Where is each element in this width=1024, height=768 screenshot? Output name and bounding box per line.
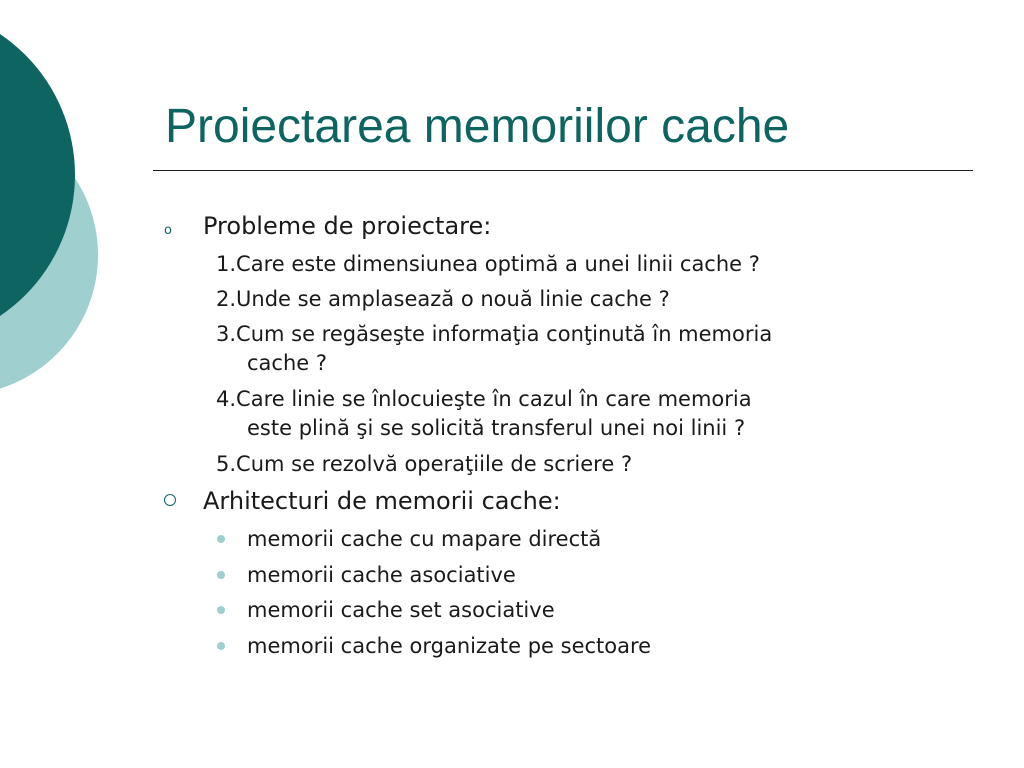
question-3-line-2: cache ? (247, 351, 328, 375)
architecture-item: memorii cache asociative (247, 563, 516, 587)
bullet-ring-icon (164, 494, 176, 506)
slide-title: Proiectarea memoriilor cache (165, 100, 790, 153)
dot-bullet-icon (217, 571, 225, 579)
question-1: 1.Care este dimensiunea optimă a unei linii cache ? (216, 252, 760, 276)
dot-bullet-icon (217, 535, 225, 543)
architecture-item: memorii cache organizate pe sectoare (247, 634, 652, 658)
question-2: 2.Unde se amplasează o nouă linie cache ? (216, 287, 670, 311)
bullet-marker-o: o (164, 223, 172, 238)
architecture-item: memorii cache cu mapare directă (247, 527, 602, 551)
dot-bullet-icon (217, 642, 225, 650)
question-4-line-1: 4.Care linie se înlocuieşte în cazul în care memoria (216, 387, 752, 411)
question-4-line-2: este plină şi se solicită transferul unei noi linii ? (247, 416, 746, 440)
question-5: 5.Cum se rezolvă operaţiile de scriere ? (216, 452, 633, 476)
dot-bullet-icon (217, 606, 225, 614)
bullet-design-problems: Probleme de proiectare: (203, 212, 492, 240)
question-3-line-1: 3.Cum se regăseşte informaţia conţinută în memoria (216, 322, 773, 346)
bullet-cache-architectures: Arhitecturi de memorii cache: (203, 487, 561, 515)
architecture-item: memorii cache set asociative (247, 598, 555, 622)
